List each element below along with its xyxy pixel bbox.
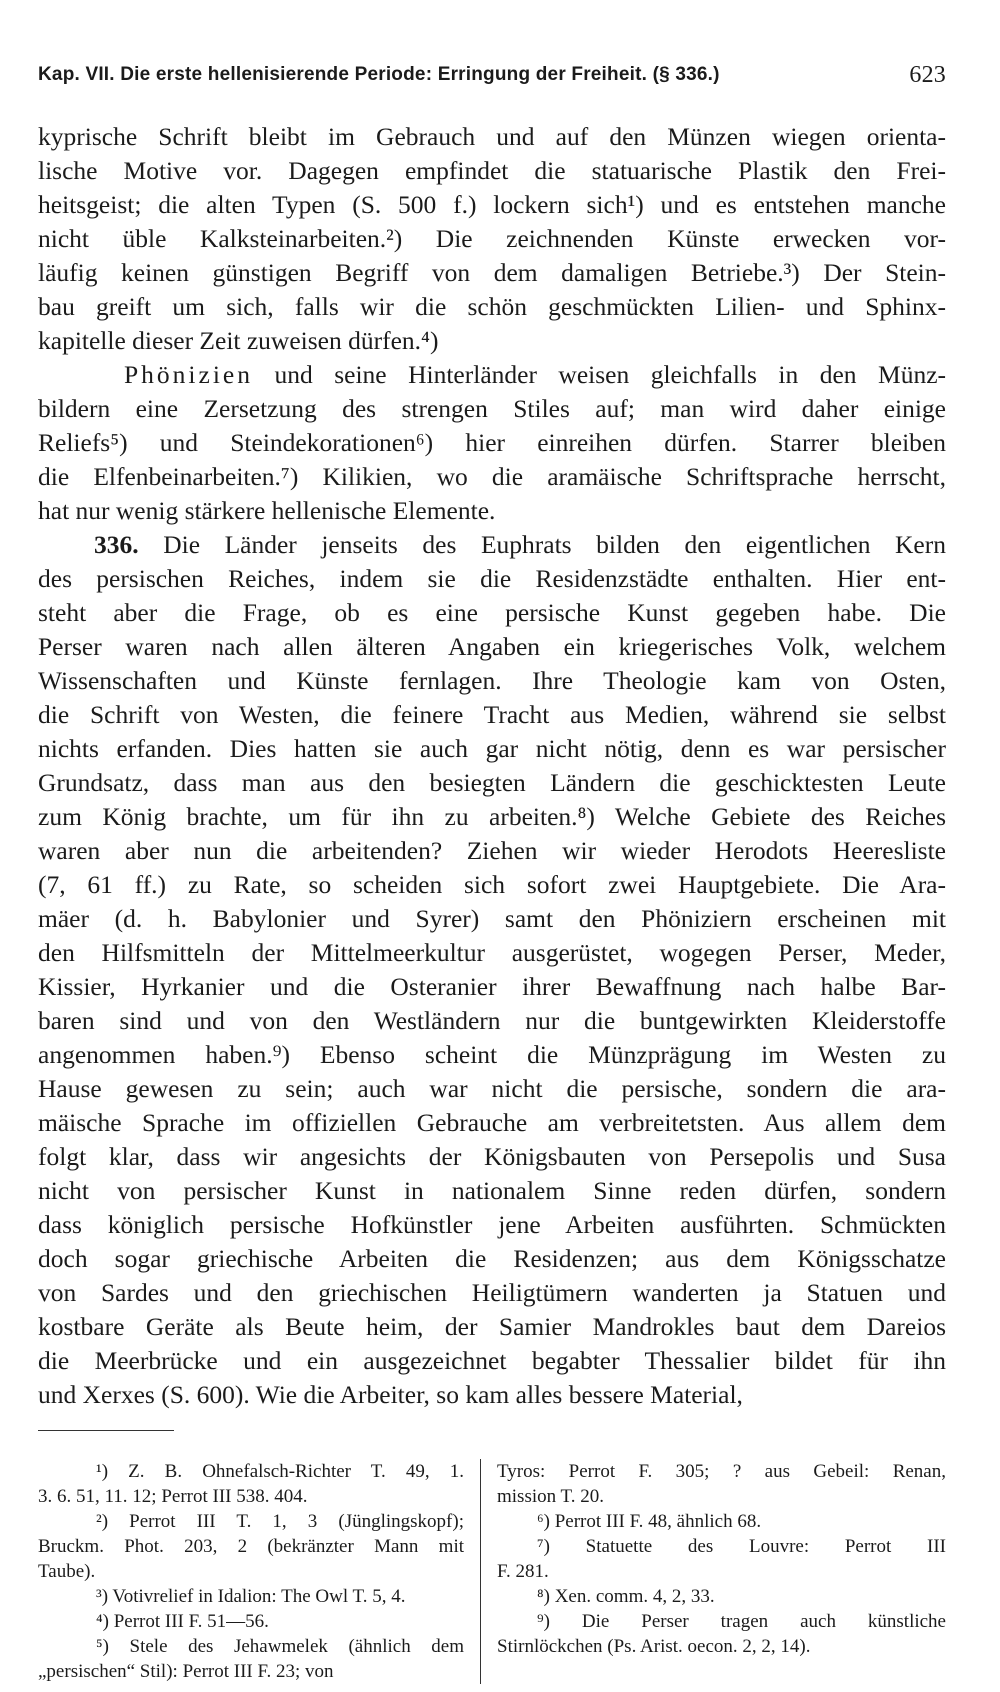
footnote-line: F. 281.	[497, 1561, 549, 1582]
paragraph-section-336	[38, 528, 946, 1412]
text-line: doch sogar griechische Arbeiten die Residenzen; aus dem Königsschatze	[38, 1244, 946, 1273]
footnote-line: Tyros: Perrot F. 305; ? aus Gebeil: Renan,	[497, 1461, 946, 1482]
section-number: 336.	[94, 530, 139, 559]
text-line: Grundsatz, dass man aus den besiegten Ländern die geschicktesten Leute	[38, 768, 946, 797]
text-line: angenommen haben.⁹) Ebenso scheint die Münzprägung im Westen zu	[38, 1040, 946, 1069]
text-line: läufig keinen günstigen Begriff von dem damaligen Betriebe.³) Der Stein-	[38, 258, 946, 287]
text-line: bildern eine Zersetzung des strengen Stiles auf; man wird daher einige	[38, 394, 946, 423]
footnote-line: ⁷) Statuette des Louvre: Perrot III	[537, 1536, 946, 1557]
footnote-line: ⁶) Perrot III F. 48, ähnlich 68.	[537, 1511, 762, 1532]
text-line: folgt klar, dass wir angesichts der Königsbauten von Persepolis und Susa	[38, 1142, 946, 1171]
running-head	[38, 58, 946, 92]
text-line: die Meerbrücke und ein ausgezeichnet begabter Thessalier bildet für ihn	[38, 1346, 946, 1375]
footnote-line: ⁴) Perrot III F. 51—56.	[96, 1611, 269, 1632]
text-line: die Elfenbeinarbeiten.⁷) Kilikien, wo die aramäische Schriftsprache herrscht,	[38, 462, 946, 491]
text-line: hat nur wenig stärkere hellenische Elemente.	[38, 496, 496, 525]
footnote-line: ²) Perrot III T. 1, 3 (Jünglingskopf);	[96, 1511, 464, 1532]
text-line: (7, 61 ff.) zu Rate, so scheiden sich sofort zwei Hauptgebiete. Die Ara-	[38, 870, 946, 899]
footnote-line: „persischen“ Stil): Perrot III F. 23; von	[38, 1661, 334, 1682]
paragraph	[38, 358, 946, 528]
main-text	[38, 120, 946, 1412]
text-line: waren aber nun die arbeitenden? Ziehen wir wieder Herodots Heeresliste	[38, 836, 946, 865]
text-line: heitsgeist; die alten Typen (S. 500 f.) lockern sich¹) und es entstehen manche	[38, 190, 946, 219]
footnote-line: Bruckm. Phot. 203, 2 (bekränzter Mann mit	[38, 1536, 464, 1557]
footnote-line: ¹) Z. B. Ohnefalsch-Richter T. 49, 1.	[96, 1461, 464, 1482]
text-line: 336. Die Länder jenseits des Euphrats bilden den eigentlichen Kern	[94, 530, 946, 559]
text-line: Wissenschaften und Künste fernlagen. Ihre Theologie kam von Osten,	[38, 666, 946, 695]
text-line: zum König brachte, um für ihn zu arbeiten.⁸) Welche Gebiete des Reiches	[38, 802, 946, 831]
text-line: nicht üble Kalksteinarbeiten.²) Die zeichnenden Künste erwecken vor-	[38, 224, 946, 253]
text-line: kapitelle dieser Zeit zuweisen dürfen.⁴)	[38, 326, 439, 355]
text-line: lische Motive vor. Dagegen empfindet die statuarische Plastik den Frei-	[38, 156, 946, 185]
footnotes-right-column	[481, 1459, 946, 1684]
text-line: kyprische Schrift bleibt im Gebrauch und auf den Münzen wiegen orienta-	[38, 122, 946, 151]
text-line: baren sind und von den Westländern nur die buntgewirkten Kleiderstoffe	[38, 1006, 946, 1035]
footnotes-left-column	[38, 1459, 481, 1684]
footnotes	[38, 1459, 946, 1684]
text-line: bau greift um sich, falls wir die schön geschmückten Lilien- und Sphinx-	[38, 292, 946, 321]
paragraph	[38, 120, 946, 358]
text-line: Phönizien und seine Hinterländer weisen gleichfalls in den Münz-	[124, 360, 946, 389]
footnote-line: mission T. 20.	[497, 1486, 604, 1507]
footnote-line: Taube).	[38, 1561, 96, 1582]
footnote-line: ⁹) Die Perser tragen auch künstliche	[537, 1611, 946, 1632]
text-line: mäische Sprache im offiziellen Gebrauche am verbreitetsten. Aus allem dem	[38, 1108, 946, 1137]
emphasized-word: Phönizien	[124, 360, 253, 389]
text-line: Reliefs⁵) und Steindekorationen⁶) hier einreihen dürfen. Starrer bleiben	[38, 428, 946, 457]
book-page	[38, 58, 946, 1684]
footnote-line: 3. 6. 51, 11. 12; Perrot III 538. 404.	[38, 1486, 308, 1507]
footnote-line: ³) Votivrelief in Idalion: The Owl T. 5, 4.	[96, 1586, 406, 1607]
footnote-line: ⁵) Stele des Jehawmelek (ähnlich dem	[96, 1636, 464, 1657]
text-line: steht aber die Frage, ob es eine persische Kunst gegeben habe. Die	[38, 598, 946, 627]
page-number: 623	[909, 62, 946, 88]
footnote-line: Stirnlöckchen (Ps. Arist. oecon. 2, 2, 14).	[497, 1636, 811, 1657]
text-line: und Xerxes (S. 600). Wie die Arbeiter, so kam alles bessere Material,	[38, 1380, 743, 1409]
text-line: nichts erfanden. Dies hatten sie auch gar nicht nötig, denn es war persischer	[38, 734, 946, 763]
text-line: Perser waren nach allen älteren Angaben ein kriegerisches Volk, welchem	[38, 632, 946, 661]
text-line: Kissier, Hyrkanier und die Osteranier ihrer Bewaffnung nach halbe Bar-	[38, 972, 946, 1001]
text-line: mäer (d. h. Babylonier und Syrer) samt den Phöniziern erscheinen mit	[38, 904, 946, 933]
footnote-line: ⁸) Xen. comm. 4, 2, 33.	[537, 1586, 715, 1607]
text-line: die Schrift von Westen, die feinere Tracht aus Medien, während sie selbst	[38, 700, 946, 729]
text-line: von Sardes und den griechischen Heiligtümern wanderten ja Statuen und	[38, 1278, 946, 1307]
running-head-title: Kap. VII. Die erste hellenisierende Periode: Erringung der Freiheit. (§ 336.)	[38, 64, 720, 85]
text-line: nicht von persischer Kunst in nationalem Sinne reden dürfen, sondern	[38, 1176, 946, 1205]
text-line: des persischen Reiches, indem sie die Residenzstädte enthalten. Hier ent-	[38, 564, 946, 593]
text-line: dass königlich persische Hofkünstler jene Arbeiten ausführten. Schmückten	[38, 1210, 946, 1239]
footnote-separator	[38, 1430, 174, 1431]
text-line: kostbare Geräte als Beute heim, der Samier Mandrokles baut dem Dareios	[38, 1312, 946, 1341]
text-line: Hause gewesen zu sein; auch war nicht die persische, sondern die ara-	[38, 1074, 946, 1103]
text-line: den Hilfsmitteln der Mittelmeerkultur ausgerüstet, wogegen Perser, Meder,	[38, 938, 946, 967]
